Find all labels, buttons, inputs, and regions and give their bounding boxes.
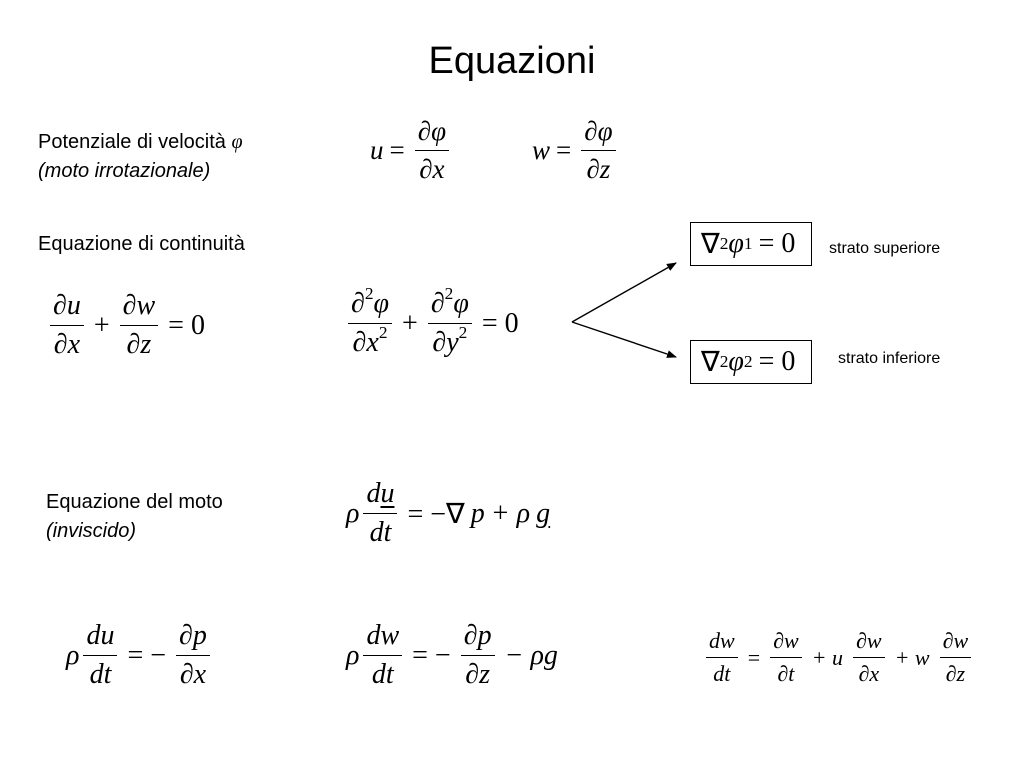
u-variable: u [370, 135, 384, 165]
equals-zero: = 0 [481, 307, 519, 339]
equals-sign: = [556, 135, 572, 165]
w-variable: w [532, 135, 551, 165]
dw-dt-fraction [363, 620, 402, 691]
equals-zero: = 0 [758, 346, 796, 377]
fraction-denominator: dt [369, 517, 392, 548]
dw-dt-fraction [706, 628, 738, 687]
gravity-vector: g [536, 497, 551, 529]
fraction-denominator: $\partial x^2$ [352, 322, 388, 358]
fraction-numerator: ∂p [176, 620, 210, 656]
fraction-denominator: ∂z [945, 661, 966, 686]
equals-sign: = [389, 135, 405, 165]
continuity-label: Equazione di continuità [38, 233, 245, 255]
page-title: Equazioni [428, 40, 596, 82]
equals-minus: = − [412, 639, 451, 671]
d2phi-dx2-fraction [348, 283, 392, 359]
potential-label: Potenziale di velocità [38, 131, 226, 153]
plus-sign: + [93, 309, 110, 341]
equals-sign: = [747, 644, 761, 670]
dw-dz-fraction [120, 290, 159, 361]
upper-layer-equation: ∇ 2 φ 1 = 0 [690, 222, 812, 266]
fraction-numerator: ∂φ [581, 116, 615, 151]
z-momentum-equation [346, 620, 564, 691]
w-definition-equation [532, 116, 620, 185]
fraction-numerator: ∂w [853, 628, 885, 658]
fraction-denominator: ∂z [586, 154, 611, 184]
lower-layer-label: strato inferiore [838, 350, 941, 367]
dphi-dx-fraction [415, 116, 449, 185]
fraction-numerator: ∂φ [415, 116, 449, 151]
fraction-denominator: ∂x [179, 659, 207, 690]
dp-dz-fraction [461, 620, 495, 691]
fraction-denominator: ∂z [126, 329, 152, 360]
fraction-denominator: dt [713, 661, 731, 686]
plus-rho: + ρ [490, 497, 531, 529]
fraction-denominator: ∂x [858, 661, 880, 686]
potential-label-line [38, 128, 243, 157]
equals-zero: = 0 [168, 309, 205, 341]
fraction-numerator: du [83, 620, 117, 656]
motion-label-block [46, 488, 223, 546]
fraction-denominator: dt [371, 659, 394, 690]
plus-u: + u [811, 644, 844, 670]
fraction-numerator: ∂w [770, 628, 802, 658]
fraction-numerator: ∂$^2$φ [428, 288, 472, 324]
nabla-symbol: ∇ [701, 229, 720, 260]
partial-w-z-fraction [940, 628, 972, 687]
rho-symbol: ρ [346, 497, 360, 529]
du-dt-fraction [363, 478, 397, 549]
rho-symbol: ρ [66, 639, 80, 671]
equals-minus-nabla: = −∇ [407, 498, 465, 530]
phi-symbol: φ [231, 131, 243, 153]
upper-layer-label: strato superiore [829, 240, 941, 257]
x-momentum-equation [66, 620, 214, 691]
branch-arrows [560, 250, 690, 380]
plus-w: + w [894, 644, 930, 670]
plus-sign: + [402, 307, 418, 339]
du-dt-fraction [83, 620, 117, 691]
fraction-numerator: ∂$^2$φ [348, 288, 392, 324]
rho-symbol: ρ [346, 639, 360, 671]
fraction-denominator: ∂x [419, 154, 445, 184]
fraction-numerator: ∂w [120, 290, 159, 326]
laplace-equation [344, 283, 525, 359]
potential-note: (moto irrotazionale) [38, 160, 211, 182]
motion-note: (inviscido) [46, 520, 137, 542]
fraction-denominator: $\partial y^2$ [432, 322, 468, 358]
dp-dx-fraction [176, 620, 210, 691]
partial-w-x-fraction [853, 628, 885, 687]
equals-zero: = 0 [758, 228, 796, 259]
fraction-denominator: ∂x [53, 329, 81, 360]
fraction-numerator: dw [706, 628, 738, 658]
fraction-numerator: du [363, 478, 397, 514]
arrow-to-lower-layer [572, 322, 676, 357]
motion-label: Equazione del moto [46, 491, 223, 513]
fraction-numerator: ∂u [50, 290, 84, 326]
dphi-dz-fraction [581, 116, 615, 185]
lower-layer-equation: ∇ 2 φ 2 = 0 [690, 340, 812, 384]
equals-minus: = − [127, 639, 167, 671]
continuity-equation [46, 290, 211, 361]
fraction-numerator: ∂p [461, 620, 495, 656]
fraction-denominator: ∂t [777, 661, 795, 686]
euler-equation [346, 478, 550, 549]
fraction-numerator: ∂w [940, 628, 972, 658]
pressure-symbol: p [470, 497, 485, 529]
nabla-symbol: ∇ [701, 347, 720, 378]
fraction-denominator: dt [89, 659, 112, 690]
partial-w-t-fraction [770, 628, 802, 687]
u-definition-equation [370, 116, 453, 185]
minus-rho-g: − ρg [504, 639, 558, 671]
potential-label-block [38, 128, 243, 186]
material-derivative-equation [702, 628, 975, 687]
fraction-numerator: dw [363, 620, 402, 656]
du-dx-fraction [50, 290, 84, 361]
d2phi-dy2-fraction [428, 283, 472, 359]
arrow-to-upper-layer [572, 263, 676, 322]
fraction-denominator: ∂z [465, 659, 491, 690]
